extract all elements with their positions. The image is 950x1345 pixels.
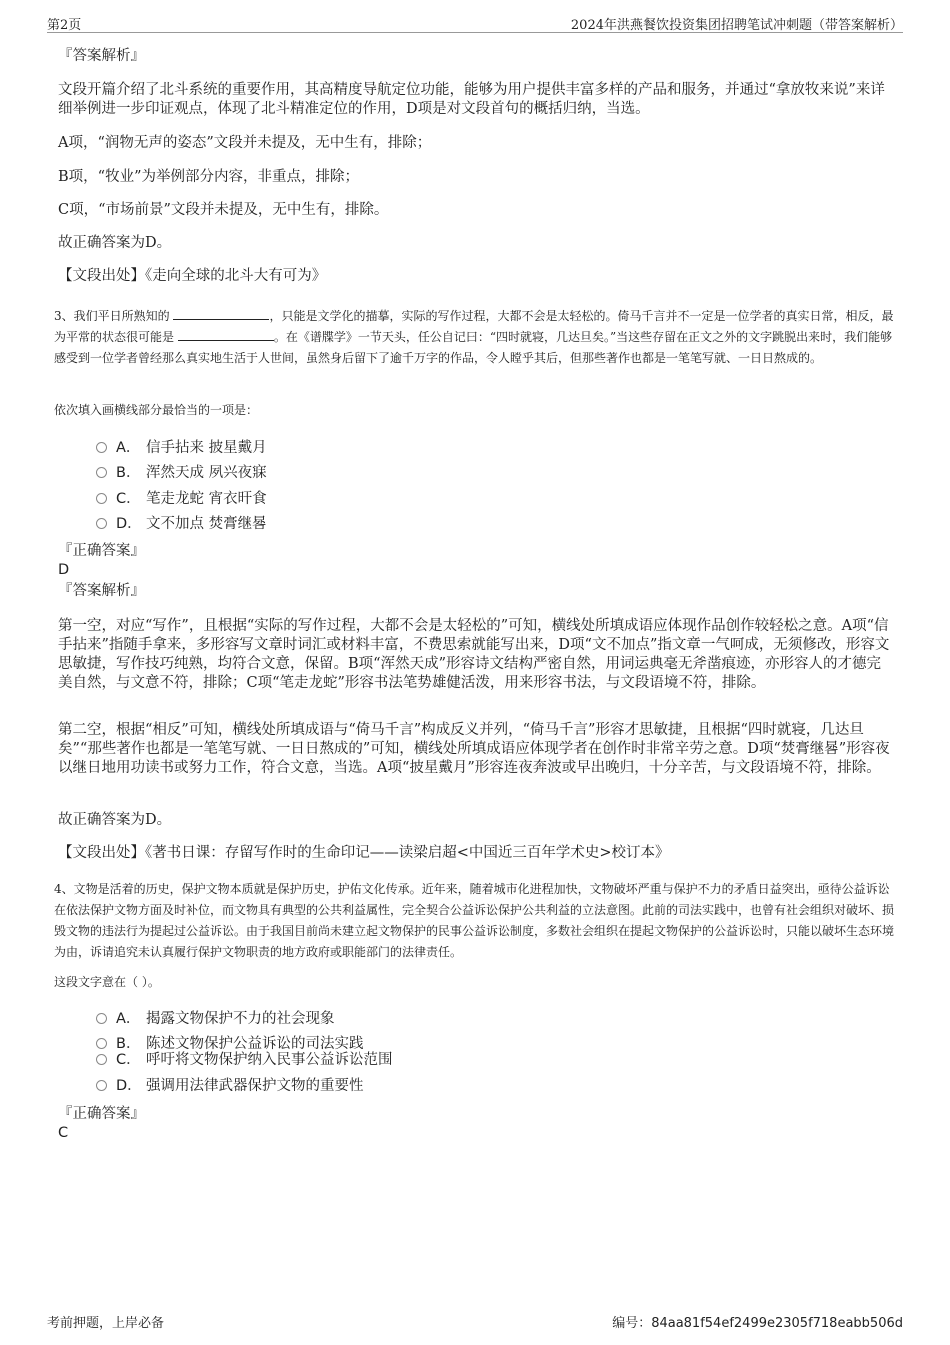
option-label: B． xyxy=(116,465,141,481)
option-label: C． xyxy=(116,491,141,507)
radio-icon[interactable] xyxy=(96,1080,107,1091)
option-label: A． xyxy=(116,1011,141,1027)
radio-icon[interactable] xyxy=(96,1013,107,1024)
fill-blank xyxy=(178,328,274,341)
correct-answer: D xyxy=(58,562,70,578)
question-stem xyxy=(54,306,896,369)
analysis-label: 『答案解析』 xyxy=(58,48,145,64)
option-a[interactable] xyxy=(96,438,267,458)
stem-part: 。在《谱牒学》一节天头，任公自记曰：“四时就寝，几达旦矣。”当这些存留在正文之外的文字跳脱出来时，我们能够感受到一位学者曾经那么真实地生活于人世间，虽然身后留下了逾千万字的作品，令人瞠乎其后，但那些著作也都是一笔笔写就、一日日熬成的。 xyxy=(54,330,893,365)
analysis-paragraph: 文段开篇介绍了北斗系统的重要作用，其高精度导航定位功能，能够为用户提供丰富多样的产品和服务，并通过“拿放牧来说”来详细举例进一步印证观点，体现了北斗精准定位的作用，D项是对文段首句的概括归纳，当选。 xyxy=(58,82,885,117)
footer-slogan: 考前押题，上岸必备 xyxy=(47,1316,165,1331)
passage-source: 【文段出处】《走向全球的北斗大有可为》 xyxy=(58,268,327,284)
stem-part: 3、我们平日所熟知的 xyxy=(54,309,170,323)
radio-icon[interactable] xyxy=(96,1054,107,1065)
option-c[interactable] xyxy=(96,489,267,509)
question-prompt: 依次填入画横线部分最恰当的一项是： xyxy=(54,403,259,417)
option-d[interactable] xyxy=(96,1076,364,1096)
analysis-label: 『答案解析』 xyxy=(58,583,145,599)
option-label: B． xyxy=(116,1036,141,1052)
correct-answer-label: 『正确答案』 xyxy=(58,1106,145,1122)
radio-icon[interactable] xyxy=(96,493,107,504)
option-text: 文不加点 焚膏继晷 xyxy=(146,516,267,532)
option-label: D． xyxy=(116,516,142,532)
option-a[interactable] xyxy=(96,1009,335,1029)
option-label: D． xyxy=(116,1078,142,1094)
analysis-option-c: C项，“市场前景”文段并未提及，无中生有，排除。 xyxy=(58,202,389,218)
question-stem: 4、文物是活着的历史，保护文物本质就是保护历史，护佑文化传承。近年来，随着城市化进程加快，文物破坏严重与保护不力的矛盾日益突出，亟待公益诉讼在依法保护文物方面及时补位，而文物具有典型的公共利益属性，完全契合公益诉讼保护公共利益的立法意图。此前的司法实践中，也曾有社会组织对破坏、损毁文物的违法行为提起过公益诉讼。由于我国目前尚未建立起文物保护的民事公益诉讼制度，多数社会组织在提起文物保护的公益诉讼时，只能以破坏生态环境为由，诉请追究未认真履行保护文物职责的地方政府或职能部门的法律责任。 xyxy=(54,882,895,959)
option-c[interactable] xyxy=(96,1050,393,1070)
option-label: A． xyxy=(116,440,141,456)
option-text: 陈述文物保护公益诉讼的司法实践 xyxy=(146,1036,364,1052)
option-text: 揭露文物保护不力的社会现象 xyxy=(146,1011,335,1027)
page-header xyxy=(47,12,903,33)
page-number: 第2页 xyxy=(47,18,82,33)
analysis-option-a: A项，“润物无声的姿态”文段并未提及，无中生有，排除； xyxy=(58,135,432,151)
analysis-paragraph: 第二空，根据“相反”可知，横线处所填成语与“倚马千言”构成反义并列，“倚马千言”形容才思敏捷，且根据“四时就寝，几达旦矣”“那些著作也都是一笔笔写就、一日日熬成的”可知，横线处所填成语应体现学者在创作时非常辛劳之意。D项“焚膏继晷”形容夜以继日地用功读书或努力工作，符合文意，当选。A项“披星戴月”形容连夜奔波或早出晚归，十分辛苦，与文段语境不符，排除。 xyxy=(58,722,890,776)
document-id: 编号：84aa81f54ef2499e2305f718eabb506d xyxy=(612,1316,903,1331)
option-text: 强调用法律武器保护文物的重要性 xyxy=(146,1078,364,1094)
analysis-paragraph: 第一空，对应“写作”，且根据“实际的写作过程，大都不会是太轻松的”可知，横线处所填成语应体现作品创作较轻松之意。A项“信手拈来”指随手拿来，多形容写文章时词汇或材料丰富，不费思索就能写出来，D项“文不加点”指文章一气呵成，无须修改，形容文思敏捷，写作技巧纯熟，均符合文意，保留。B项“浑然天成”形容诗文结构严密自然，用词运典毫无斧凿痕迹，亦形容人的才德完美自然，与文意不符，排除；C项“笔走龙蛇”形容书法笔势雄健活泼，用来形容书法，与文段语境不符，排除。 xyxy=(58,618,890,691)
stem-part: ，只能是文学化的描摹，实际的写作过程，大都不会是太轻松的。倚马千言并不一定是一位学者的真实日常，相反，最为平常的状态很可能是 xyxy=(54,309,894,344)
radio-icon[interactable] xyxy=(96,442,107,453)
document-title: 2024年洪燕餐饮投资集团招聘笔试冲刺题（带答案解析） xyxy=(570,18,903,33)
option-d[interactable] xyxy=(96,514,267,534)
fill-blank xyxy=(173,307,269,320)
option-text: 信手拈来 披星戴月 xyxy=(146,440,267,456)
option-b[interactable] xyxy=(96,463,267,483)
radio-icon[interactable] xyxy=(96,518,107,529)
radio-icon[interactable] xyxy=(96,467,107,478)
analysis-option-b: B项，“牧业”为举例部分内容，非重点，排除； xyxy=(58,169,359,185)
analysis-conclusion: 故正确答案为D。 xyxy=(58,812,172,828)
option-text: 笔走龙蛇 宵衣旰食 xyxy=(146,491,267,507)
correct-answer-label: 『正确答案』 xyxy=(58,543,145,559)
option-text: 呼吁将文物保护纳入民事公益诉讼范围 xyxy=(146,1052,393,1068)
radio-icon[interactable] xyxy=(96,1038,107,1049)
analysis-conclusion: 故正确答案为D。 xyxy=(58,235,172,251)
option-label: C． xyxy=(116,1052,141,1068)
correct-answer: C xyxy=(58,1125,69,1141)
question-prompt: 这段文字意在（ ）。 xyxy=(54,975,160,989)
passage-source: 【文段出处】《著书日课：存留写作时的生命印记——读梁启超<中国近三百年学术史>校订本》 xyxy=(58,845,670,861)
option-text: 浑然天成 夙兴夜寐 xyxy=(146,465,267,481)
